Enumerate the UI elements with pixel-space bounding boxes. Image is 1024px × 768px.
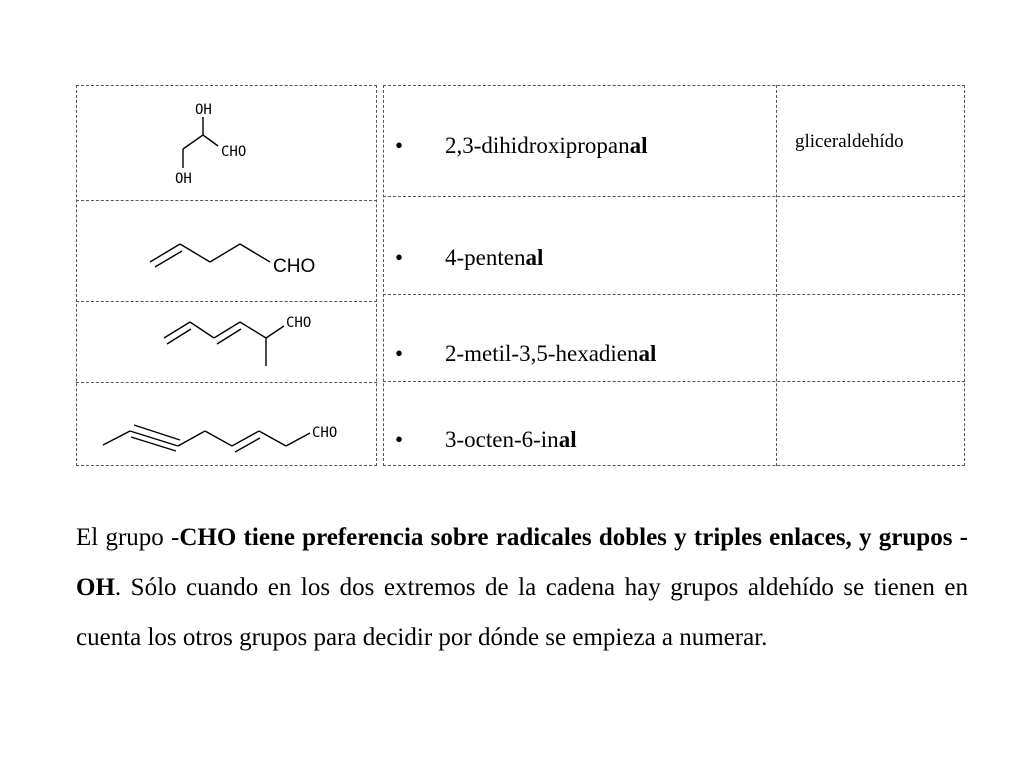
name-suffix: al (638, 341, 657, 366)
name-prefix: 4-penten (445, 245, 526, 270)
paragraph-intro: El grupo - (76, 524, 180, 551)
cho-label: CHO (286, 315, 312, 331)
cho-label: CHO (221, 144, 247, 160)
paragraph-rest: . Sólo cuando en los dos extremos de la cadena hay grupos aldehído se tienen en cuenta los otros grupos para decidir por dónde se empieza a numerar. (76, 574, 968, 651)
bullet: • (395, 427, 404, 452)
name-suffix: al (629, 133, 648, 158)
name-suffix: al (525, 245, 544, 270)
explanation-paragraph (76, 513, 968, 663)
bullet: • (395, 133, 404, 158)
name-row (395, 245, 543, 271)
name-prefix: 2,3-dihidroxipropan (445, 133, 630, 158)
name-row (395, 133, 648, 159)
name-row (395, 427, 577, 453)
oh-top-label: OH (195, 102, 212, 118)
cho-label: CHO (273, 256, 316, 277)
bullet: • (395, 245, 404, 270)
name-row (395, 341, 656, 367)
oh-bottom-label: OH (175, 171, 192, 187)
common-name: gliceraldehído (795, 131, 904, 152)
cho-label: CHO (312, 425, 338, 441)
bullet: • (395, 341, 404, 366)
name-suffix: al (558, 427, 577, 452)
paragraph-emphasis: CHO tiene preferencia sobre radicales dobles y triples enlaces, y grupos -OH (76, 524, 968, 601)
name-prefix: 3-octen-6-in (445, 427, 559, 452)
name-prefix: 2-metil-3,5-hexadien (445, 341, 639, 366)
